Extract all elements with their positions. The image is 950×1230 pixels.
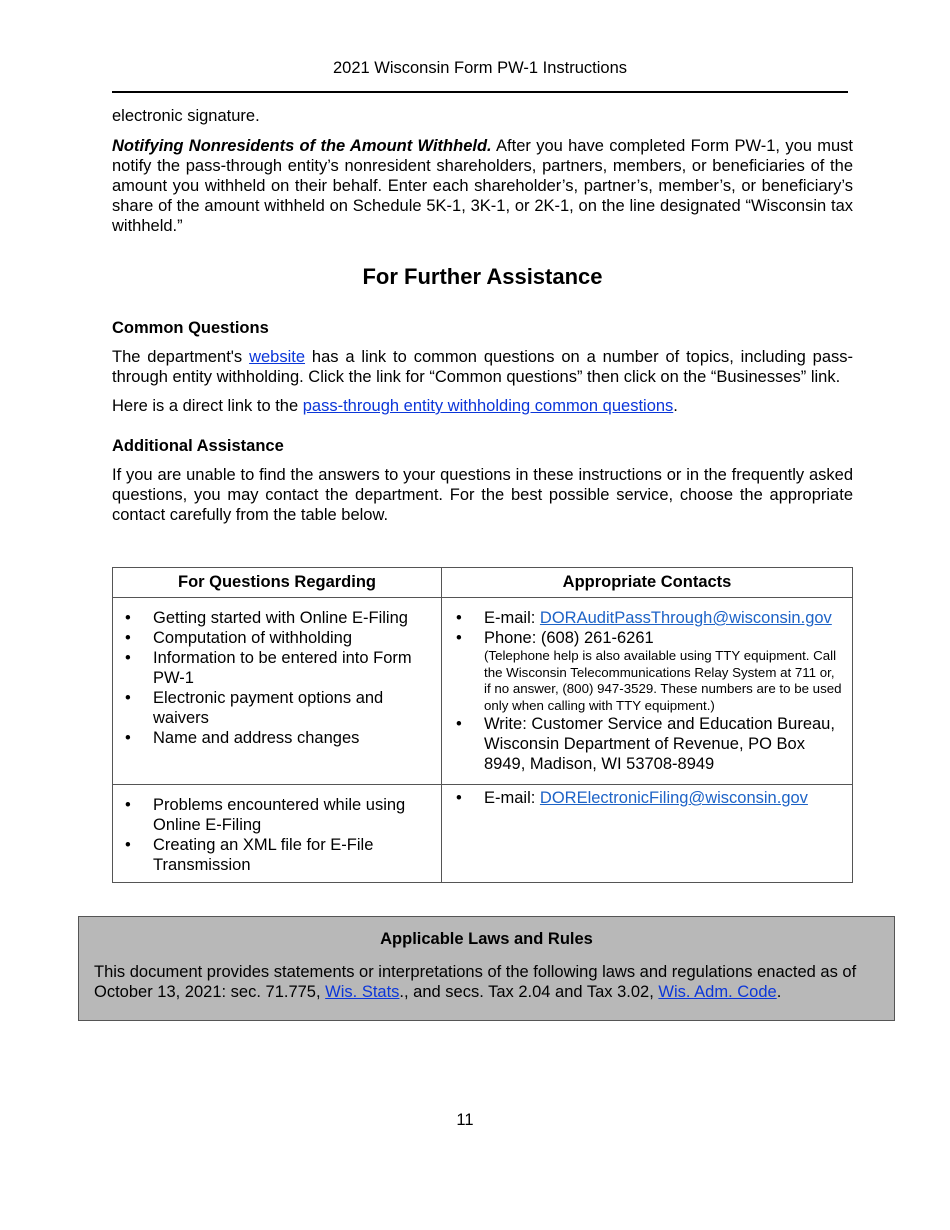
contacts-table: [112, 567, 853, 883]
table-header-row: [113, 568, 853, 598]
laws-text-middle: ., and secs. Tax 2.04 and Tax 3.02,: [399, 983, 659, 1001]
direct-link-paragraph: [112, 396, 853, 416]
list-item: • Problems encountered while using Online E-Filing: [113, 795, 433, 835]
direct-link-text: Here is a direct link to the: [112, 397, 303, 415]
wis-adm-code-link[interactable]: Wis. Adm. Code: [658, 983, 777, 1001]
continued-text: electronic signature.: [112, 107, 260, 125]
tty-note: (Telephone help is also available using TTY equipment. Call the Wisconsin Telecommunications Relay System at 711 or, if no answer, (800) 947-3529. These numbers are to be used only when calling with TTY equipment.): [484, 648, 842, 713]
table-row: [113, 785, 853, 883]
laws-text-before: This document provides statements or interpretations of the following laws and regulations enacted as of October 13, 2021: sec. 71.775,: [94, 963, 857, 1001]
topic-list: [113, 608, 433, 748]
contacts-cell: [442, 598, 853, 785]
section-title: For Further Assistance: [362, 264, 603, 289]
topic-list: [113, 795, 433, 875]
laws-title: Applicable Laws and Rules: [380, 930, 593, 948]
list-item: [444, 788, 844, 808]
cq-text-before: The department's: [112, 348, 250, 366]
notifying-heading: Notifying Nonresidents of the Amount Withheld.: [112, 137, 492, 155]
applicable-laws-box: [78, 916, 895, 1021]
common-questions-heading: Common Questions: [112, 319, 269, 337]
questions-cell: [113, 785, 442, 883]
contact-list: [444, 788, 844, 808]
notifying-body: After you have completed Form PW-1, you must notify the pass-through entity’s nonresident shareholders, partners, members, or beneficiaries of the amount you withheld on their behalf. Enter each shareholder’s, partner’s, member’s, or beneficiary’s share of the amount withheld on Schedule 5K-1, 3K-1, or 2K-1, on the line designated “Wisconsin tax withheld.”: [112, 137, 853, 235]
column-header-contacts: Appropriate Contacts: [442, 568, 853, 598]
column-header-questions: For Questions Regarding: [113, 568, 442, 598]
efile-email-link[interactable]: DORElectronicFiling@wisconsin.gov: [539, 789, 808, 807]
audit-email-link[interactable]: DORAuditPassThrough@wisconsin.gov: [539, 609, 832, 627]
list-item: • Name and address changes: [113, 728, 433, 748]
list-item: • Computation of withholding: [113, 628, 433, 648]
additional-assistance-heading: Additional Assistance: [112, 437, 284, 455]
common-questions-paragraph: [112, 347, 853, 387]
email-label: E-mail:: [484, 789, 540, 807]
laws-text: [94, 962, 889, 1002]
contacts-cell: [442, 785, 853, 883]
email-label: E-mail:: [484, 609, 540, 627]
wis-stats-link[interactable]: Wis. Stats: [325, 983, 400, 1001]
phone-text: Phone: (608) 261-6261: [484, 629, 654, 647]
additional-assistance-paragraph: If you are unable to find the answers to your questions in these instructions or in the frequently asked questions, you may contact the department. For the best possible service, choose the appropriate contact carefully from the table below.: [112, 466, 853, 524]
list-item: [444, 608, 844, 628]
header-divider: [112, 91, 848, 93]
list-item: • Creating an XML file for E-File Transmission: [113, 835, 433, 875]
table-row: [113, 598, 853, 785]
page-header-title: 2021 Wisconsin Form PW-1 Instructions: [332, 59, 628, 77]
page-number: 11: [456, 1111, 474, 1129]
questions-cell: [113, 598, 442, 785]
common-questions-link[interactable]: pass-through entity withholding common questions: [302, 397, 674, 415]
main-content: [112, 106, 853, 525]
list-item: • Getting started with Online E-Filing: [113, 608, 433, 628]
direct-link-period: .: [673, 397, 678, 415]
contact-list: [444, 608, 844, 774]
website-link[interactable]: website: [249, 348, 306, 366]
list-item: • Electronic payment options and waivers: [113, 688, 433, 728]
notifying-paragraph: [112, 136, 853, 236]
list-item: • Information to be entered into Form PW-1: [113, 648, 433, 688]
cq-text-after: has a link to common questions on a number of topics, including pass-through entity withholding. Click the link for “Common questions” then click on the “Businesses” link.: [112, 348, 854, 386]
laws-text-after: .: [776, 983, 782, 1001]
list-item: [444, 628, 844, 714]
list-item: • Write: Customer Service and Education Bureau, Wisconsin Department of Revenue, PO Box 8949, Madison, WI 53708-8949: [444, 714, 844, 774]
